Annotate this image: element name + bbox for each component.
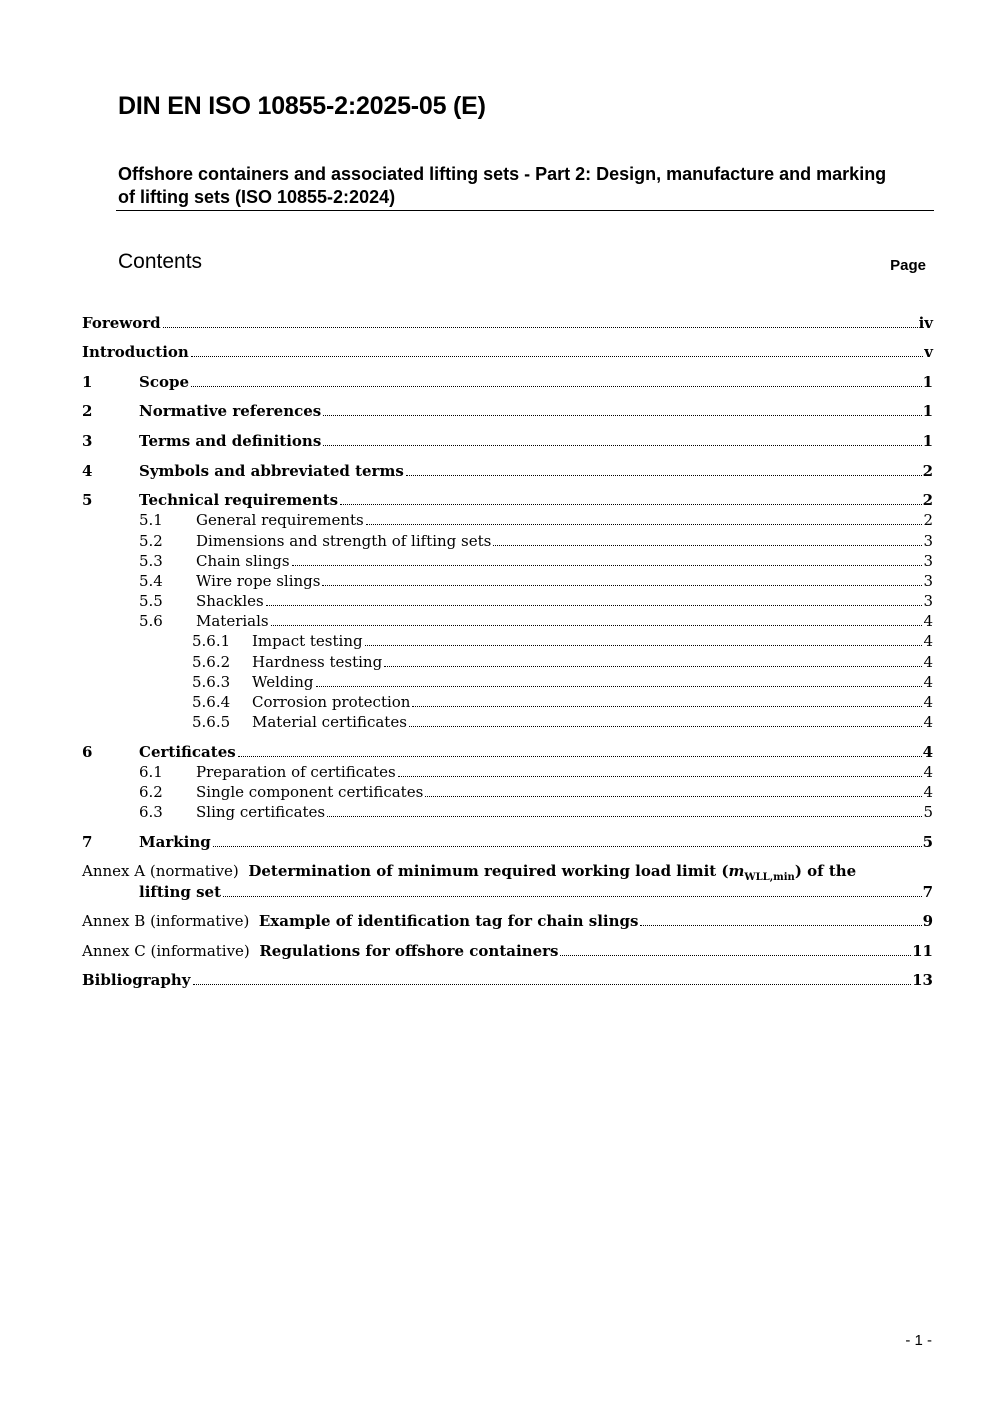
toc-entry-annex-c[interactable] [82, 941, 933, 961]
toc-page: 4 [923, 763, 933, 781]
toc-title: Preparation of certificates [196, 763, 396, 781]
toc-title: Symbols and abbreviated terms [139, 462, 404, 480]
annex-title: Example of identification tag for chain slings [258, 912, 639, 930]
toc-entry-5-6[interactable] [82, 611, 933, 631]
toc-title: Chain slings [196, 552, 290, 570]
toc-page: 3 [923, 532, 933, 550]
toc-entry-5-6-5[interactable] [82, 712, 933, 732]
toc-title: Shackles [196, 592, 264, 610]
toc-number: 5.6.4 [192, 693, 231, 711]
toc-page: 7 [922, 883, 933, 901]
toc-entry-5-4[interactable] [82, 571, 933, 591]
annex-title-end: ) of the [794, 862, 857, 880]
toc-number: 2 [82, 402, 93, 420]
toc-page: 5 [922, 833, 933, 851]
toc-entry-1[interactable] [82, 372, 933, 392]
toc-page: v [924, 343, 933, 361]
toc-number: 7 [82, 833, 93, 851]
toc-title: Sling certificates [196, 803, 326, 821]
toc-entry-3[interactable] [82, 431, 933, 451]
toc-entry-5-6-2[interactable] [82, 652, 933, 672]
toc-number: 3 [82, 432, 93, 450]
toc-page: iv [918, 314, 933, 332]
toc-number: 5.6.1 [192, 632, 231, 650]
toc-page: 2 [922, 462, 933, 480]
toc-entry-6-2[interactable] [82, 782, 933, 802]
toc-title: Marking [139, 833, 211, 851]
toc-title: Dimensions and strength of lifting sets [196, 532, 492, 550]
toc-page: 3 [923, 552, 933, 570]
toc-number: 5.4 [139, 572, 163, 590]
toc-page: 11 [912, 942, 933, 960]
toc-page: 4 [922, 743, 933, 761]
toc-page: 4 [923, 713, 933, 731]
annex-subscript: WLL,min [744, 872, 795, 883]
toc-number: 1 [82, 373, 93, 391]
toc-entry-5-1[interactable] [82, 510, 933, 530]
toc-title: Wire rope slings [196, 572, 321, 590]
toc-page: 5 [923, 803, 933, 821]
toc-title: Hardness testing [252, 653, 383, 671]
title-rule [116, 210, 934, 211]
toc-page: 1 [922, 432, 933, 450]
contents-heading: Contents [118, 250, 203, 273]
toc-number: 5.6.2 [192, 653, 231, 671]
toc-title: Corrosion protection [252, 693, 411, 711]
toc-entry-bibliography[interactable] [82, 970, 933, 990]
annex-label: Annex B [82, 912, 146, 930]
toc-number: 5 [82, 491, 93, 509]
toc-title: General requirements [196, 511, 364, 529]
toc-entry-6[interactable] [82, 742, 933, 762]
annex-title-line2: lifting set [139, 883, 222, 901]
toc-number: 5.5 [139, 592, 163, 610]
toc-page: 4 [923, 612, 933, 630]
toc-entry-5-6-4[interactable] [82, 692, 933, 712]
document-title: Offshore containers and associated lifting sets - Part 2: Design, manufacture and marking of lifting sets (ISO 10855-2:2024) [118, 164, 887, 207]
toc-title: Material certificates [252, 713, 407, 731]
document-id: DIN EN ISO 10855-2:2025-05 (E) [118, 92, 486, 120]
toc-page: 2 [923, 511, 933, 529]
toc-title: Normative references [139, 402, 322, 420]
toc-page: 2 [922, 491, 933, 509]
toc-page: 9 [922, 912, 933, 930]
toc-page: 4 [923, 632, 933, 650]
toc-number: 5.1 [139, 511, 163, 529]
annex-type: (normative) [149, 862, 239, 880]
toc-entry-5-2[interactable] [82, 531, 933, 551]
toc-title: Materials [196, 612, 269, 630]
toc-title: Technical requirements [139, 491, 339, 509]
toc-page: 4 [923, 693, 933, 711]
toc-entry-6-3[interactable] [82, 802, 933, 822]
toc-entry-5[interactable] [82, 490, 933, 510]
toc-entry-annex-b[interactable] [82, 911, 933, 931]
toc-entry-annex-a[interactable] [82, 861, 933, 901]
page-number: - 1 - [905, 1332, 932, 1349]
toc-entry-foreword[interactable] [82, 313, 933, 333]
toc-number: 5.6.3 [192, 673, 231, 691]
annex-label: Annex A [82, 862, 146, 880]
toc-title: Certificates [139, 743, 236, 761]
toc-title: Terms and definitions [139, 432, 322, 450]
toc-page: 1 [922, 402, 933, 420]
toc-entry-5-6-3[interactable] [82, 672, 933, 692]
annex-type: (informative) [150, 912, 250, 930]
toc-page: 4 [923, 673, 933, 691]
toc-entry-2[interactable] [82, 401, 933, 421]
toc-page: 1 [922, 373, 933, 391]
toc-number: 5.3 [139, 552, 163, 570]
toc-number: 5.2 [139, 532, 163, 550]
toc-entry-introduction[interactable] [82, 342, 933, 362]
toc-page: 4 [923, 783, 933, 801]
toc-title: Impact testing [252, 632, 363, 650]
toc-page: 4 [923, 653, 933, 671]
toc-number: 5.6.5 [192, 713, 231, 731]
annex-title: Regulations for offshore containers [259, 942, 559, 960]
toc-entry-6-1[interactable] [82, 762, 933, 782]
toc-entry-5-5[interactable] [82, 591, 933, 611]
toc-entry-5-6-1[interactable] [82, 631, 933, 651]
annex-symbol: m [728, 862, 745, 880]
toc-title: Foreword [82, 314, 161, 332]
page-column-label: Page [890, 257, 926, 274]
toc-number: 6.1 [139, 763, 163, 781]
annex-label: Annex C [82, 942, 146, 960]
toc-title: Introduction [82, 343, 189, 361]
toc-title: Scope [139, 373, 190, 391]
toc-number: 6.3 [139, 803, 163, 821]
toc-page: 3 [923, 572, 933, 590]
annex-title: Determination of minimum required working load limit ( [248, 862, 729, 880]
toc-entry-5-3[interactable] [82, 551, 933, 571]
annex-type: (informative) [150, 942, 250, 960]
toc-number: 5.6 [139, 612, 163, 630]
toc-entry-7[interactable] [82, 832, 933, 852]
toc-number: 6.2 [139, 783, 163, 801]
toc-entry-4[interactable] [82, 461, 933, 481]
toc-title: Welding [252, 673, 314, 691]
toc-title: Single component certificates [196, 783, 424, 801]
toc-title: Bibliography [82, 971, 191, 989]
toc-page: 13 [912, 971, 933, 989]
toc-number: 4 [82, 462, 93, 480]
toc-page: 3 [923, 592, 933, 610]
toc-number: 6 [82, 743, 93, 761]
